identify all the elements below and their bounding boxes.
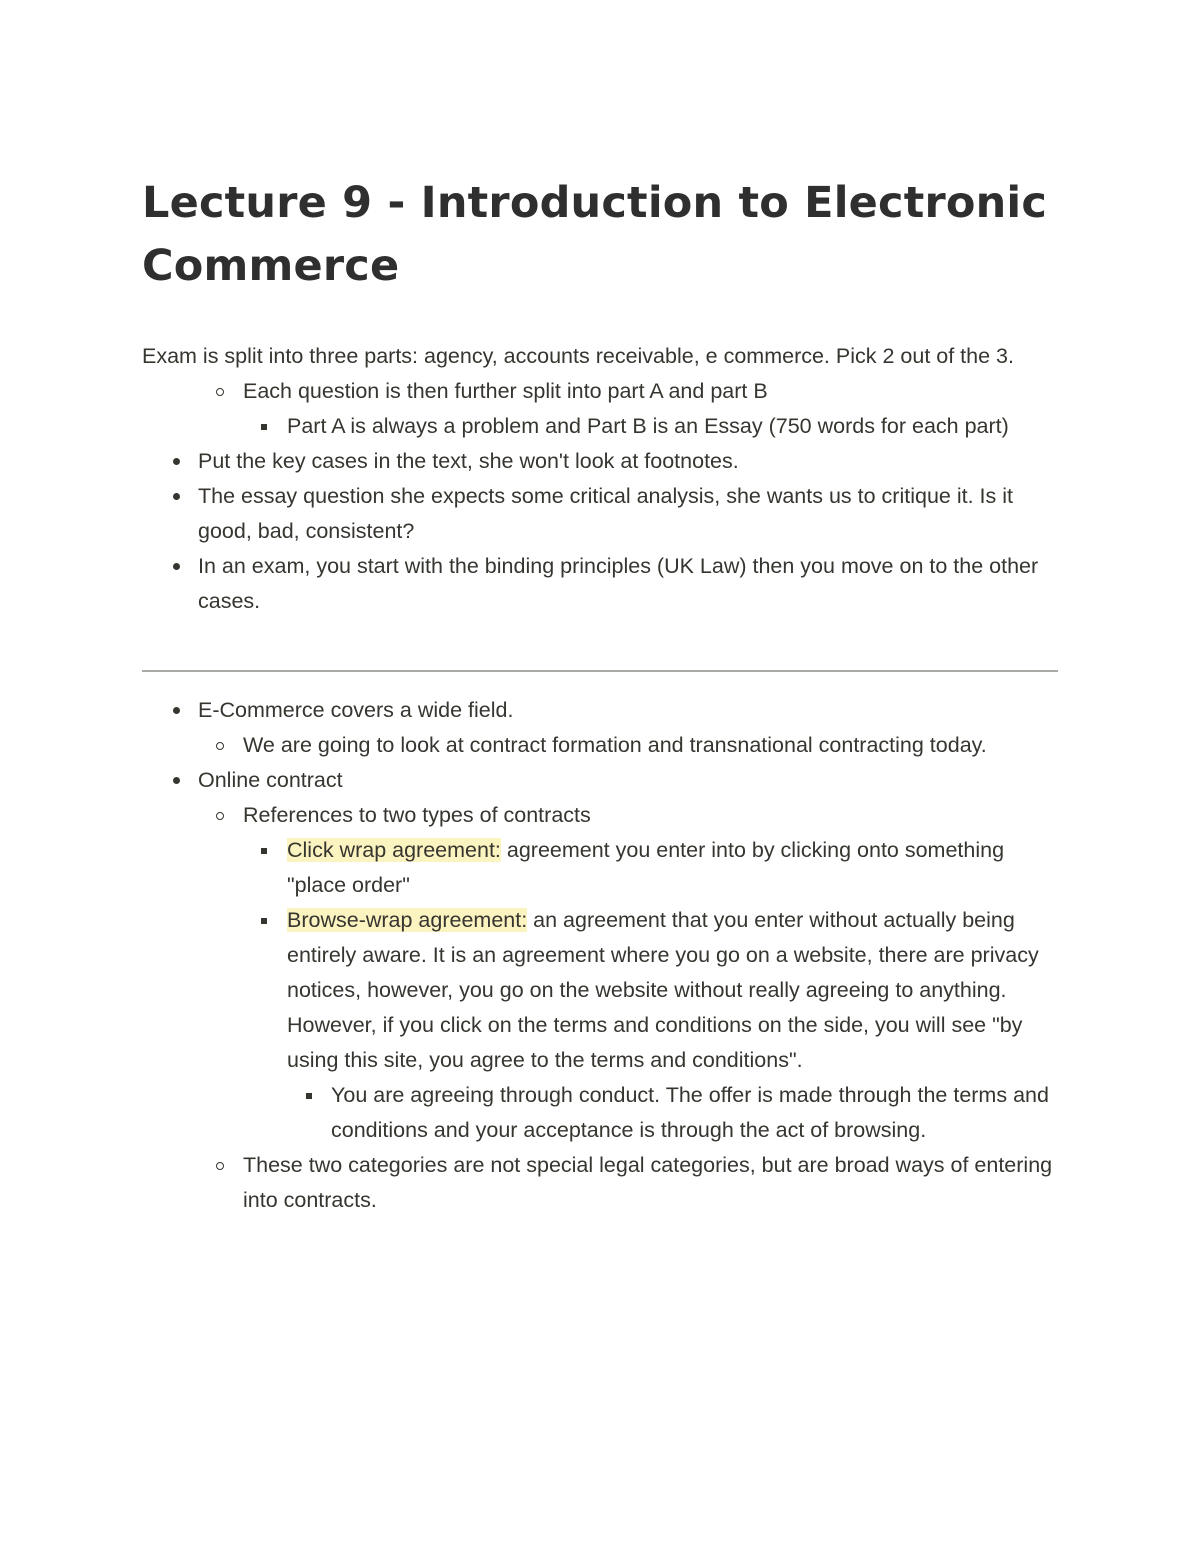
ecommerce-notes-list <box>142 693 1058 1218</box>
disc-bullet-icon <box>173 444 180 479</box>
list-item <box>142 409 1058 444</box>
square-bullet-icon <box>261 833 267 868</box>
list-item <box>142 903 1058 1078</box>
exam-notes-list <box>142 374 1058 619</box>
list-item <box>142 374 1058 409</box>
circle-bullet-icon <box>216 798 224 833</box>
list-item-text: In an exam, you start with the binding principles (UK Law) then you move on to the other cases. <box>198 554 1039 613</box>
browse-wrap-description: an agreement that you enter without actually being entirely aware. It is an agreement where you go on a website, there are privacy notices, however, you go on the website without really agreeing to anything. However, if you click on the terms and conditions on the side, you will see "by using this site, you agree to the terms and conditions". <box>287 908 1039 1072</box>
disc-bullet-icon <box>173 479 180 514</box>
click-wrap-term-highlight: Click wrap agreement: <box>287 838 501 862</box>
list-item-text: Each question is then further split into part A and part B <box>243 379 768 403</box>
list-item-text: The essay question she expects some critical analysis, she wants us to critique it. Is it good, bad, consistent? <box>198 484 1013 543</box>
list-item <box>142 1148 1058 1218</box>
document-page <box>142 172 1058 1218</box>
list-item <box>142 479 1058 549</box>
list-item <box>142 798 1058 833</box>
list-item-text: References to two types of contracts <box>243 803 591 827</box>
click-wrap-description: agreement you enter into by clicking onto something "place order" <box>287 838 1005 897</box>
list-item-text: Part A is always a problem and Part B is an Essay (750 words for each part) <box>287 414 1009 438</box>
list-item-text: You are agreeing through conduct. The offer is made through the terms and conditions and your acceptance is through the act of browsing. <box>331 1083 1049 1142</box>
page-title: Lecture 9 - Introduction to Electronic Commerce <box>142 178 1048 291</box>
list-item <box>142 833 1058 903</box>
disc-bullet-icon <box>173 549 180 584</box>
list-item <box>142 728 1058 763</box>
list-item-text: Put the key cases in the text, she won't look at footnotes. <box>198 449 739 473</box>
list-item <box>142 549 1058 619</box>
list-item <box>142 444 1058 479</box>
browse-wrap-term-highlight: Browse-wrap agreement: <box>287 908 528 932</box>
square-bullet-icon <box>261 903 267 938</box>
disc-bullet-icon <box>173 763 180 798</box>
list-item <box>142 693 1058 728</box>
circle-bullet-icon <box>216 374 224 409</box>
disc-bullet-icon <box>173 693 180 728</box>
list-item-text: E-Commerce covers a wide field. <box>198 698 514 722</box>
list-item <box>142 763 1058 798</box>
circle-bullet-icon <box>216 728 224 763</box>
circle-bullet-icon <box>216 1148 224 1183</box>
list-item-text: Online contract <box>198 768 343 792</box>
list-item <box>142 1078 1058 1148</box>
square-bullet-icon <box>306 1078 312 1113</box>
list-item-text: These two categories are not special legal categories, but are broad ways of entering into contracts. <box>243 1153 1053 1212</box>
list-item-text: We are going to look at contract formation and transnational contracting today. <box>243 733 987 757</box>
square-bullet-icon <box>261 409 267 444</box>
intro-paragraph: Exam is split into three parts: agency, accounts receivable, e commerce. Pick 2 out of the 3. <box>142 344 1014 368</box>
section-divider <box>142 670 1058 672</box>
